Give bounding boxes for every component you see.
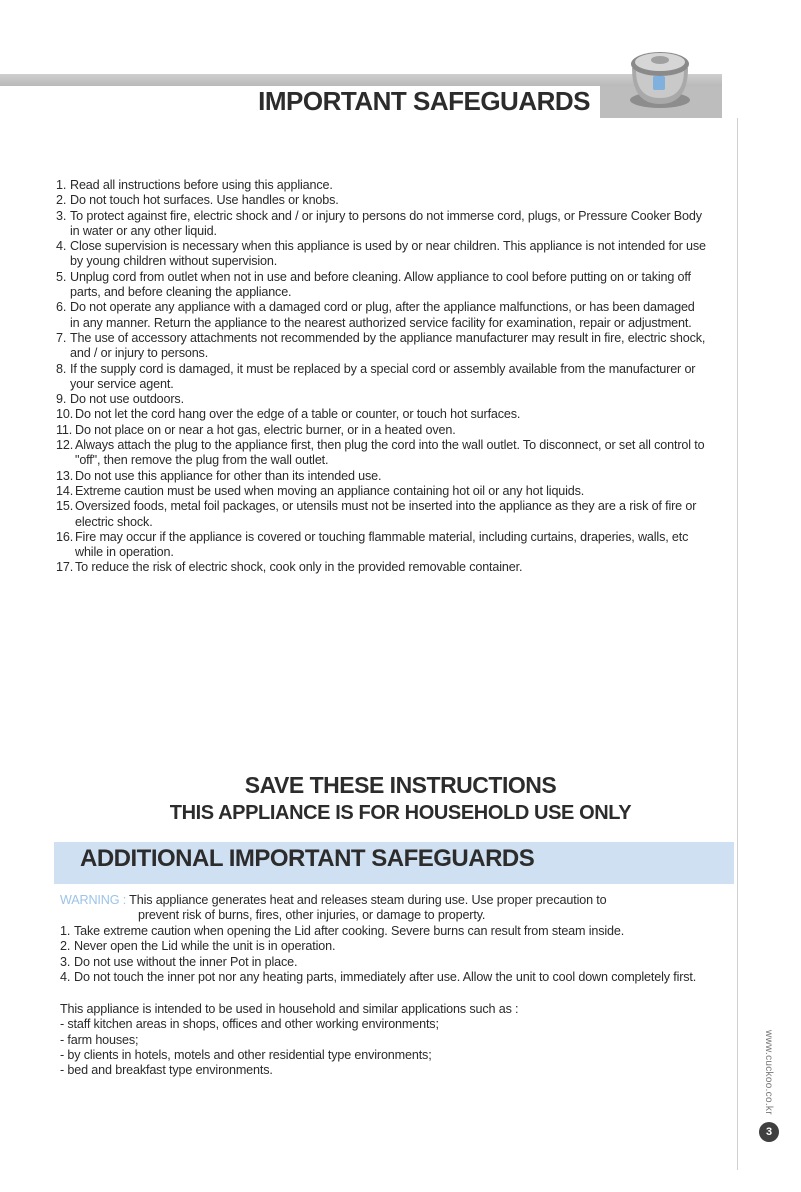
list-item: - farm houses; <box>60 1032 139 1047</box>
header-bar <box>0 74 722 86</box>
list-item: - staff kitchen areas in shops, offices and other working environments; <box>60 1017 439 1032</box>
list-item <box>56 499 706 530</box>
list-item <box>56 392 706 407</box>
item-number: 1. <box>56 178 67 192</box>
item-number: 15. <box>56 499 74 514</box>
item-number: 6. <box>56 300 67 315</box>
item-text: The use of accessory attachments not recommended by the appliance manufacturer may result in fire, electric shock, and / or injury to persons. <box>70 330 706 361</box>
item-number: 16. <box>56 529 74 544</box>
item-number: 14. <box>56 483 74 498</box>
warning-label: WARNING : <box>60 893 127 907</box>
item-text: Do not let the cord hang over the edge of a table or counter, or touch hot surfaces. <box>75 407 521 422</box>
item-text: If the supply cord is damaged, it must be replaced by a special cord or assembly available from the manufacturer or your service agent. <box>70 361 696 391</box>
page-number-badge: 3 <box>759 1122 779 1142</box>
item-text: Do not operate any appliance with a damaged cord or plug, after the appliance malfunctions, or has been damaged in any manner. Return the appliance to the nearest authorized service facility for examination, repair or adjustment. <box>70 300 695 330</box>
item-text: Read all instructions before using this appliance. <box>70 178 333 192</box>
margin-rule <box>737 118 738 1170</box>
item-number: 2. <box>56 193 67 208</box>
item-text: Do not place on or near a hot gas, electric burner, or in a heated oven. <box>75 422 456 437</box>
item-number: 3. <box>56 208 67 223</box>
item-text: Oversized foods, metal foil packages, or utensils must not be inserted into the appliance as they are a risk of fire or electric shock. <box>75 499 697 529</box>
list-item <box>56 530 706 561</box>
list-item <box>56 239 706 270</box>
list-item <box>60 970 720 985</box>
item-text: Do not use this appliance for other than its intended use. <box>75 468 382 483</box>
item-number: 8. <box>56 361 67 376</box>
list-item <box>56 407 706 422</box>
list-item <box>56 178 706 193</box>
item-text: Take extreme caution when opening the Lid after cooking. Severe burns can result from steam inside. <box>74 924 625 938</box>
intended-use-block <box>60 1002 720 1078</box>
list-item <box>56 438 706 469</box>
list-item <box>56 560 706 575</box>
list-item <box>56 300 706 331</box>
list-item <box>60 924 720 939</box>
item-text: Unplug cord from outlet when not in use and before cleaning. Allow appliance to cool before putting on or taking off parts, and before cleaning the appliance. <box>70 269 691 300</box>
item-number: 7. <box>56 330 67 345</box>
item-text: Do not use outdoors. <box>70 392 184 407</box>
household-use-heading: THIS APPLIANCE IS FOR HOUSEHOLD USE ONLY <box>169 802 632 824</box>
rice-cooker-icon <box>620 38 700 118</box>
list-item <box>60 955 720 970</box>
safeguards-list <box>56 178 706 576</box>
item-number: 10. <box>56 407 74 422</box>
page-title: IMPORTANT SAFEGUARDS <box>258 86 590 116</box>
list-item <box>56 193 706 208</box>
warning-text-1: This appliance generates heat and releases steam during use. Use proper precaution to <box>129 893 607 907</box>
item-text: Extreme caution must be used when moving an appliance containing hot oil or any hot liquids. <box>75 483 585 498</box>
list-item <box>56 209 706 240</box>
item-number: 5. <box>56 269 67 284</box>
website-url: www.cuckoo.co.kr <box>763 1030 774 1115</box>
list-item <box>56 423 706 438</box>
item-text: To protect against fire, electric shock and / or injury to persons do not immerse cord, plugs, or Pressure Cooker Body in water or any other liquid. <box>70 208 702 238</box>
intended-use-list <box>60 1017 720 1078</box>
item-text: Do not use without the inner Pot in place. <box>74 954 298 969</box>
item-number: 1. <box>60 924 71 938</box>
intended-use-intro: This appliance is intended to be used in household and similar applications such as : <box>60 1002 519 1016</box>
list-item <box>56 469 706 484</box>
item-number: 2. <box>60 939 71 954</box>
save-instructions-heading: SAVE THESE INSTRUCTIONS <box>244 772 557 798</box>
item-text: Do not touch hot surfaces. Use handles or knobs. <box>70 193 339 208</box>
list-item <box>56 362 706 393</box>
list-item <box>60 939 720 954</box>
warning-text-2: prevent risk of burns, fires, other injuries, or damage to property. <box>138 908 486 923</box>
item-number: 4. <box>56 239 67 254</box>
list-item: - bed and breakfast type environments. <box>60 1063 273 1078</box>
item-number: 9. <box>56 392 67 407</box>
item-number: 13. <box>56 468 74 483</box>
warning-line-1 <box>60 893 720 908</box>
item-text: Fire may occur if the appliance is covered or touching flammable material, including curtains, draperies, walls, etc while in operation. <box>75 529 689 560</box>
item-text: Never open the Lid while the unit is in operation. <box>74 939 336 954</box>
item-number: 17. <box>56 560 74 575</box>
list-item: - by clients in hotels, motels and other residential type environments; <box>60 1047 432 1062</box>
item-number: 11. <box>56 422 73 437</box>
list-item <box>56 270 706 301</box>
item-text: To reduce the risk of electric shock, cook only in the provided removable container. <box>75 560 523 575</box>
list-item <box>56 331 706 362</box>
item-number: 3. <box>60 954 71 969</box>
item-number: 12. <box>56 438 74 453</box>
item-text: Close supervision is necessary when this appliance is used by or near children. This appliance is not intended for use by young children without supervision. <box>70 239 706 269</box>
item-text: Do not touch the inner pot nor any heating parts, immediately after use. Allow the unit to cool down completely first. <box>74 969 697 984</box>
additional-safeguards-title: ADDITIONAL IMPORTANT SAFEGUARDS <box>80 845 535 872</box>
list-item <box>56 484 706 499</box>
warning-block <box>60 893 720 924</box>
item-text: Always attach the plug to the appliance first, then plug the cord into the wall outlet. To disconnect, or set all control to "off", then remove the plug from the wall outlet. <box>75 438 705 468</box>
item-number: 4. <box>60 969 71 984</box>
additional-safeguards-list <box>60 924 720 985</box>
